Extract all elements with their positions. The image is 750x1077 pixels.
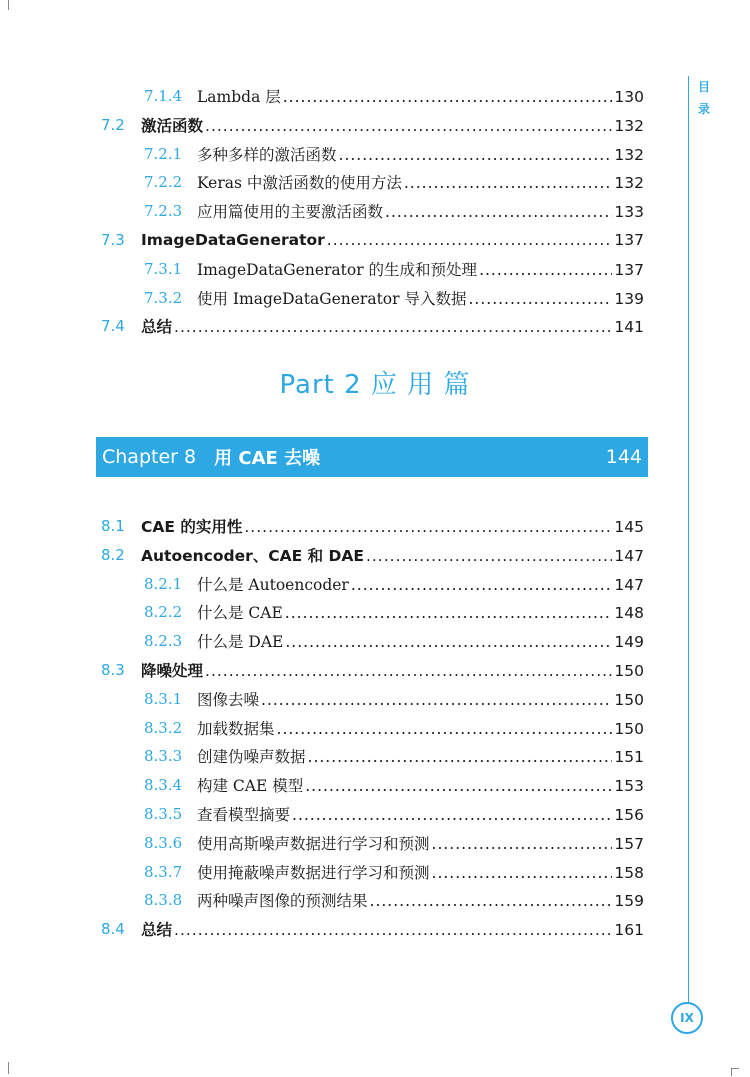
dot-leader bbox=[432, 835, 613, 853]
section-number: 8.1 bbox=[101, 517, 125, 535]
section-title: Keras 中激活函数的使用方法 bbox=[197, 174, 402, 193]
contents-side-label: 目录 bbox=[697, 80, 710, 116]
entry-line bbox=[197, 287, 644, 309]
page-number: 153 bbox=[614, 777, 644, 796]
dot-leader bbox=[261, 691, 612, 709]
section-title: Lambda 层 bbox=[197, 88, 281, 106]
section-title: 使用掩蔽噪声数据进行学习和预测 bbox=[197, 863, 430, 882]
section-number: 8.3.3 bbox=[144, 747, 183, 766]
dot-leader bbox=[174, 921, 612, 939]
entry-line bbox=[197, 85, 644, 107]
dot-leader bbox=[385, 203, 612, 221]
page-number: 145 bbox=[614, 518, 644, 536]
entry-line bbox=[141, 231, 644, 249]
dot-leader bbox=[244, 518, 612, 536]
page-number: 150 bbox=[614, 719, 644, 738]
toc-entry[interactable] bbox=[0, 512, 750, 540]
section-number: 8.3.6 bbox=[144, 833, 183, 852]
entry-line bbox=[141, 659, 644, 681]
entry-line bbox=[197, 774, 644, 796]
chapter-label: Chapter 8 bbox=[102, 446, 197, 468]
entry-line bbox=[197, 861, 644, 883]
toc-entry[interactable] bbox=[0, 742, 750, 770]
page-number: 147 bbox=[614, 575, 644, 594]
section-number: 7.1.4 bbox=[144, 87, 183, 105]
page-number: 137 bbox=[614, 260, 644, 279]
toc-entry[interactable] bbox=[0, 829, 750, 857]
dot-leader bbox=[283, 88, 613, 106]
entry-line bbox=[197, 717, 644, 739]
entry-line bbox=[197, 832, 644, 854]
section-number: 8.2.1 bbox=[144, 574, 183, 593]
section-number: 7.3.2 bbox=[144, 288, 183, 307]
page-number: 132 bbox=[614, 145, 644, 164]
section-number: 8.3.7 bbox=[144, 862, 183, 881]
section-title: 多种多样的激活函数 bbox=[197, 145, 337, 164]
page-number: 130 bbox=[614, 88, 644, 106]
toc-entry[interactable] bbox=[0, 771, 750, 799]
section-title: ImageDataGenerator 的生成和预处理 bbox=[197, 260, 478, 279]
section-title: 创建伪噪声数据 bbox=[197, 748, 306, 767]
page-number: 150 bbox=[614, 662, 644, 680]
crop-mark bbox=[731, 1068, 739, 1069]
dot-leader bbox=[305, 777, 612, 795]
section-title: 查看模型摘要 bbox=[197, 806, 291, 824]
dot-leader bbox=[174, 318, 612, 336]
toc-entry[interactable] bbox=[0, 168, 750, 196]
section-number: 8.3.4 bbox=[144, 776, 183, 795]
section-title: 构建 CAE 模型 bbox=[197, 777, 304, 796]
section-number: 8.3.1 bbox=[144, 689, 183, 708]
section-title: CAE 的实用性 bbox=[141, 518, 243, 536]
page-number: 148 bbox=[614, 604, 644, 623]
section-number: 7.2 bbox=[101, 115, 125, 134]
toc-entry[interactable] bbox=[0, 714, 750, 742]
section-title: Autoencoder、CAE 和 DAE bbox=[141, 546, 364, 565]
page-number: 132 bbox=[614, 174, 644, 193]
section-number: 8.3.2 bbox=[144, 718, 183, 737]
section-title: 应用篇使用的主要激活函数 bbox=[197, 203, 384, 222]
entry-line bbox=[197, 803, 644, 825]
dot-leader bbox=[351, 576, 613, 594]
dot-leader bbox=[285, 604, 613, 622]
page-number: 150 bbox=[614, 690, 644, 709]
entry-line bbox=[141, 918, 644, 940]
section-number: 8.3.5 bbox=[144, 805, 183, 823]
page-number: 137 bbox=[614, 231, 644, 249]
section-number: 8.3.8 bbox=[144, 891, 183, 910]
chapter-title: 用 CAE 去噪 bbox=[214, 448, 321, 469]
toc-entry[interactable] bbox=[0, 255, 750, 283]
section-number: 8.3 bbox=[101, 661, 125, 679]
section-title: 两种噪声图像的预测结果 bbox=[197, 892, 368, 911]
toc-entry[interactable] bbox=[0, 226, 750, 254]
toc-entry[interactable] bbox=[0, 111, 750, 139]
crop-mark bbox=[731, 1068, 732, 1076]
dot-leader bbox=[479, 261, 612, 279]
toc-entry[interactable] bbox=[0, 541, 750, 569]
section-number: 8.2 bbox=[101, 545, 125, 564]
toc-entry[interactable] bbox=[0, 886, 750, 914]
page-number: 157 bbox=[614, 834, 644, 853]
section-number: 7.2.2 bbox=[144, 173, 183, 192]
section-number: 7.2.3 bbox=[144, 202, 183, 221]
section-title: 什么是 CAE bbox=[197, 604, 283, 623]
chapter-heading-bar[interactable] bbox=[96, 437, 648, 477]
crop-mark bbox=[8, 0, 9, 10]
toc-entry[interactable] bbox=[0, 140, 750, 168]
entry-line bbox=[197, 573, 644, 595]
section-title: 使用 ImageDataGenerator 导入数据 bbox=[197, 289, 467, 308]
section-title: 降噪处理 bbox=[141, 662, 204, 680]
dot-leader bbox=[308, 748, 613, 766]
dot-leader bbox=[366, 547, 612, 565]
section-title: 什么是 DAE bbox=[197, 633, 284, 652]
entry-line bbox=[197, 688, 644, 710]
page-number: 139 bbox=[614, 289, 644, 308]
dot-leader bbox=[285, 633, 612, 651]
toc-entry[interactable] bbox=[0, 685, 750, 713]
page-number: 132 bbox=[614, 116, 644, 135]
section-number: 7.3 bbox=[101, 231, 125, 249]
section-title: 使用高斯噪声数据进行学习和预测 bbox=[197, 834, 430, 853]
entry-line bbox=[141, 315, 644, 337]
entry-line bbox=[197, 601, 644, 623]
toc-entry[interactable] bbox=[0, 598, 750, 626]
page-number: 159 bbox=[614, 892, 644, 911]
toc-entry[interactable] bbox=[0, 570, 750, 598]
dot-leader bbox=[292, 806, 612, 824]
dot-leader bbox=[432, 864, 613, 882]
toc-entry[interactable] bbox=[0, 858, 750, 886]
dot-leader bbox=[277, 720, 613, 738]
entry-line bbox=[197, 171, 644, 193]
dot-leader bbox=[205, 662, 612, 680]
page-number: 149 bbox=[614, 633, 644, 652]
crop-mark bbox=[8, 1062, 9, 1074]
entry-line bbox=[141, 515, 644, 537]
toc-entry[interactable] bbox=[0, 312, 750, 340]
part-title: Part 2 应 用 篇 bbox=[279, 370, 471, 400]
section-title: 图像去噪 bbox=[197, 690, 260, 709]
entry-line bbox=[197, 889, 644, 911]
page-number: 161 bbox=[614, 921, 644, 940]
entry-line bbox=[197, 200, 644, 222]
page-number: 147 bbox=[614, 546, 644, 565]
section-number: 7.2.1 bbox=[144, 144, 183, 163]
page-number: 133 bbox=[614, 203, 644, 222]
page-number: 141 bbox=[614, 318, 644, 337]
section-title: ImageDataGenerator bbox=[141, 231, 325, 249]
dot-leader bbox=[404, 174, 613, 192]
toc-entry[interactable] bbox=[0, 82, 750, 110]
toc-entry[interactable] bbox=[0, 800, 750, 828]
section-title: 加载数据集 bbox=[197, 719, 275, 738]
section-number: 8.4 bbox=[101, 920, 125, 939]
page-number: 156 bbox=[614, 806, 644, 824]
entry-line bbox=[197, 258, 644, 280]
entry-line bbox=[141, 114, 644, 136]
section-title: 激活函数 bbox=[141, 116, 204, 135]
entry-line bbox=[197, 630, 644, 652]
page-number: 151 bbox=[614, 748, 644, 767]
dot-leader bbox=[327, 231, 613, 249]
page-number: 158 bbox=[614, 863, 644, 882]
section-number: 7.3.1 bbox=[144, 259, 183, 278]
dot-leader bbox=[339, 146, 613, 164]
toc-entry[interactable] bbox=[0, 656, 750, 684]
section-title: 什么是 Autoencoder bbox=[197, 575, 349, 594]
dot-leader bbox=[468, 290, 612, 308]
section-number: 7.4 bbox=[101, 317, 125, 336]
page-number-badge: IX bbox=[671, 1002, 703, 1034]
toc-entry[interactable] bbox=[0, 284, 750, 312]
dot-leader bbox=[205, 117, 612, 135]
dot-leader bbox=[370, 892, 613, 910]
section-title: 总结 bbox=[141, 318, 173, 337]
chapter-page-number: 144 bbox=[605, 446, 642, 468]
toc-entry[interactable] bbox=[0, 627, 750, 655]
section-title: 总结 bbox=[141, 921, 173, 940]
section-number: 8.2.2 bbox=[144, 603, 183, 622]
section-number: 8.2.3 bbox=[144, 632, 183, 651]
toc-entry[interactable] bbox=[0, 197, 750, 225]
entry-line bbox=[141, 544, 644, 566]
entry-line bbox=[197, 745, 644, 767]
entry-line bbox=[197, 143, 644, 165]
toc-entry[interactable] bbox=[0, 915, 750, 943]
